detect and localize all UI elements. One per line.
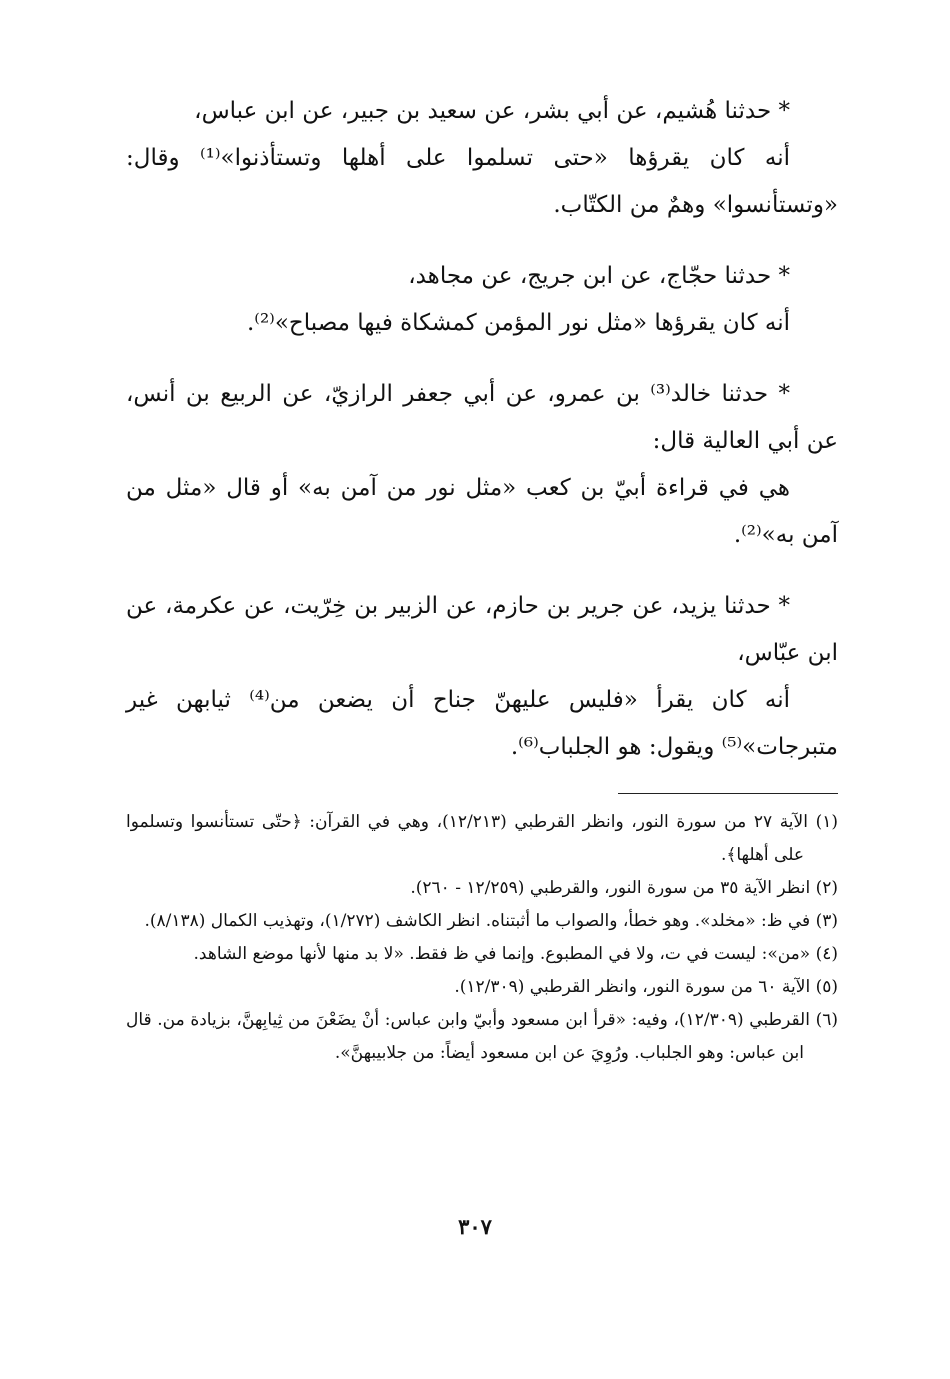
footnote-3: (٣) في ظ: «مخلد». وهو خطأ، والصواب ما أثبتناه. انظر الكاشف (١/٢٧٢)، وتهذيب الكمال (٨/١٣٨). xyxy=(144,911,838,931)
paragraph-1: * حدثنا هُشيم، عن أبي بشر، عن سعيد بن جبير، عن ابن عباس، xyxy=(194,98,790,124)
page-number: ٣٠٧ xyxy=(458,1214,492,1239)
footnotes xyxy=(126,806,838,1070)
paragraph-3: * حدثنا حجّاج، عن ابن جريج، عن مجاهد، xyxy=(408,263,790,289)
footnote-6: (٦) القرطبي (١٢/٣٠٩)، وفيه: «قرأ ابن مسعود وأبيّ وابن عباس: أنْ يضَعْنَ من ثِيابِهنَّ، بزيادة من. قال ابن عباس: وهو الجلباب. ورُوِيَ عن ابن مسعود أيضاً: من جلابيبهنَّ». xyxy=(126,1010,838,1063)
main-text xyxy=(126,88,838,771)
footnote-divider xyxy=(618,793,838,794)
paragraph-gap xyxy=(126,229,838,253)
paragraph-2: أنه كان يقرؤها «حتى تسلموا على أهلها وتستأذنوا»⁽¹⁾ وقال: «وتستأنسوا» وهمٌ من الكتّاب. xyxy=(126,145,838,218)
paragraph-8: أنه كان يقرأ «فليس عليهنّ جناح أن يضعن من⁽⁴⁾ ثيابهن غير متبرجات»⁽⁵⁾ ويقول: هو الجلباب⁽⁶⁾. xyxy=(126,687,838,760)
footnote-2: (٢) انظر الآية ٣٥ من سورة النور، والقرطبي (١٢/٢٥٩ - ٢٦٠). xyxy=(410,878,838,898)
footnote-1: (١) الآية ٢٧ من سورة النور، وانظر القرطبي (١٢/٢١٣)، وهي في القرآن: ﴿حتّى تستأنسوا وتسلموا على أهلها﴾. xyxy=(126,812,838,865)
paragraph-4: أنه كان يقرؤها «مثل نور المؤمن كمشكاة فيها مصباح»⁽²⁾. xyxy=(246,310,790,336)
paragraph-5: * حدثنا خالد⁽³⁾ بن عمرو، عن أبي جعفر الرازيّ، عن الربيع بن أنس، عن أبي العالية قال: xyxy=(126,381,838,454)
paragraph-7: * حدثنا يزيد، عن جرير بن حازم، عن الزبير بن خِرّيت، عن عكرمة، عن ابن عبّاس، xyxy=(126,593,838,666)
paragraph-gap xyxy=(126,559,838,583)
paragraph-6: هي في قراءة أبيّ بن كعب «مثل نور من آمن به» أو قال «مثل من آمن به»⁽²⁾. xyxy=(126,475,838,548)
footnote-5: (٥) الآية ٦٠ من سورة النور، وانظر القرطبي (١٢/٣٠٩). xyxy=(454,977,838,997)
page-content xyxy=(126,88,838,1070)
paragraph-gap xyxy=(126,347,838,371)
footnote-4: (٤) «من»: ليست في ت، ولا في المطبوع. وإنما في ظ فقط. «لا بد منها لأنها موضع الشاهد. xyxy=(193,944,838,964)
